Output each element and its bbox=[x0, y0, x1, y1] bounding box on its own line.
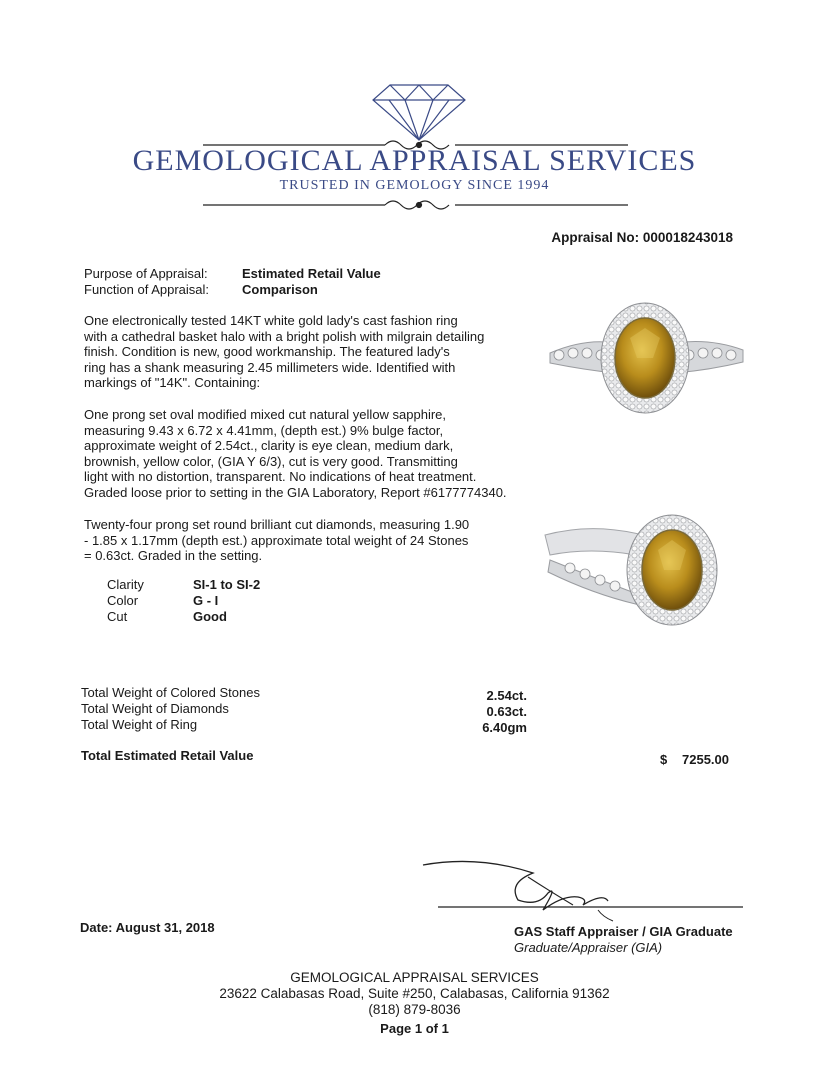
appraiser-subtitle: Graduate/Appraiser (GIA) bbox=[514, 940, 663, 955]
purpose-label: Purpose of Appraisal: bbox=[84, 266, 208, 281]
logo-graphic bbox=[0, 0, 829, 230]
text-line: approximate weight of 2.54ct., clarity is eye clean, medium dark, bbox=[84, 438, 454, 454]
total-ring-value: 6.40gm bbox=[482, 720, 527, 735]
retail-value: 7255.00 bbox=[682, 752, 729, 767]
color-value: G - I bbox=[193, 593, 219, 608]
text-line: = 0.63ct. Graded in the setting. bbox=[84, 548, 263, 564]
text-line: markings of "14K". Containing: bbox=[84, 375, 261, 391]
text-line: One electronically tested 14KT white gold lady's cast fashion ring bbox=[84, 313, 458, 328]
text-line: with a cathedral basket halo with a bright polish with milgrain detailing bbox=[84, 328, 485, 344]
total-diamonds-label: Total Weight of Diamonds bbox=[81, 701, 229, 716]
description-paragraph-2 bbox=[84, 407, 534, 501]
text-line: light with no distortion, transparent. No indications of heat treatment. bbox=[84, 469, 477, 485]
cut-label: Cut bbox=[107, 609, 128, 624]
text-line: ring has a shank measuring 2.45 millimeters wide. Identified with bbox=[84, 359, 456, 375]
appraisal-number: Appraisal No: 000018243018 bbox=[551, 230, 733, 245]
clarity-label: Clarity bbox=[107, 577, 144, 592]
total-ring-label: Total Weight of Ring bbox=[81, 717, 198, 732]
total-colored-stones-value: 2.54ct. bbox=[486, 688, 527, 703]
text-line: finish. Condition is new, good workmanship. The featured lady's bbox=[84, 344, 450, 360]
diamond-icon bbox=[373, 85, 465, 140]
ring-photo-top bbox=[545, 298, 745, 418]
description-paragraph-3 bbox=[84, 517, 504, 564]
total-colored-stones-label: Total Weight of Colored Stones bbox=[81, 685, 260, 700]
footer-company: GEMOLOGICAL APPRAISAL SERVICES bbox=[290, 970, 539, 985]
cut-value: Good bbox=[193, 609, 227, 624]
purpose-value: Estimated Retail Value bbox=[242, 266, 381, 281]
text-line: brownish, yellow color, (GIA Y 6/3), cut is very good. Transmitting bbox=[84, 453, 458, 469]
text-line: - 1.85 x 1.17mm (depth est.) approximate total weight of 24 Stones bbox=[84, 532, 469, 548]
appraisal-date: Date: August 31, 2018 bbox=[80, 920, 215, 935]
text-line: Graded loose prior to setting in the GIA Laboratory, Report #6177774340. bbox=[84, 484, 507, 500]
appraiser-title: GAS Staff Appraiser / GIA Graduate bbox=[514, 924, 733, 939]
color-label: Color bbox=[107, 593, 139, 608]
description-paragraph-1 bbox=[84, 313, 529, 391]
ring-photo-angled bbox=[540, 510, 740, 630]
currency-symbol: $ bbox=[660, 752, 668, 767]
total-diamonds-value: 0.63ct. bbox=[486, 704, 527, 719]
text-line: measuring 9.43 x 6.72 x 4.41mm, (depth est.) 9% bulge factor, bbox=[84, 422, 444, 438]
company-tagline: TRUSTED IN GEMOLOGY SINCE 1994 bbox=[279, 178, 550, 193]
clarity-value: SI-1 to SI-2 bbox=[193, 577, 261, 592]
text-line: Twenty-four prong set round brilliant cut diamonds, measuring 1.90 bbox=[84, 517, 470, 532]
footer-phone: (818) 879-8036 bbox=[368, 1002, 461, 1017]
text-line: One prong set oval modified mixed cut natural yellow sapphire, bbox=[84, 407, 447, 422]
footer-address: 23622 Calabasas Road, Suite #250, Calabasas, California 91362 bbox=[219, 986, 610, 1001]
bottom-ornament-rule bbox=[203, 201, 628, 209]
retail-value-label: Total Estimated Retail Value bbox=[81, 748, 254, 763]
page-number: Page 1 of 1 bbox=[380, 1021, 449, 1036]
signature bbox=[418, 855, 748, 930]
function-label: Function of Appraisal: bbox=[84, 282, 210, 297]
company-brand: GEMOLOGICAL APPRAISAL SERVICES bbox=[132, 144, 697, 177]
function-value: Comparison bbox=[242, 282, 318, 297]
